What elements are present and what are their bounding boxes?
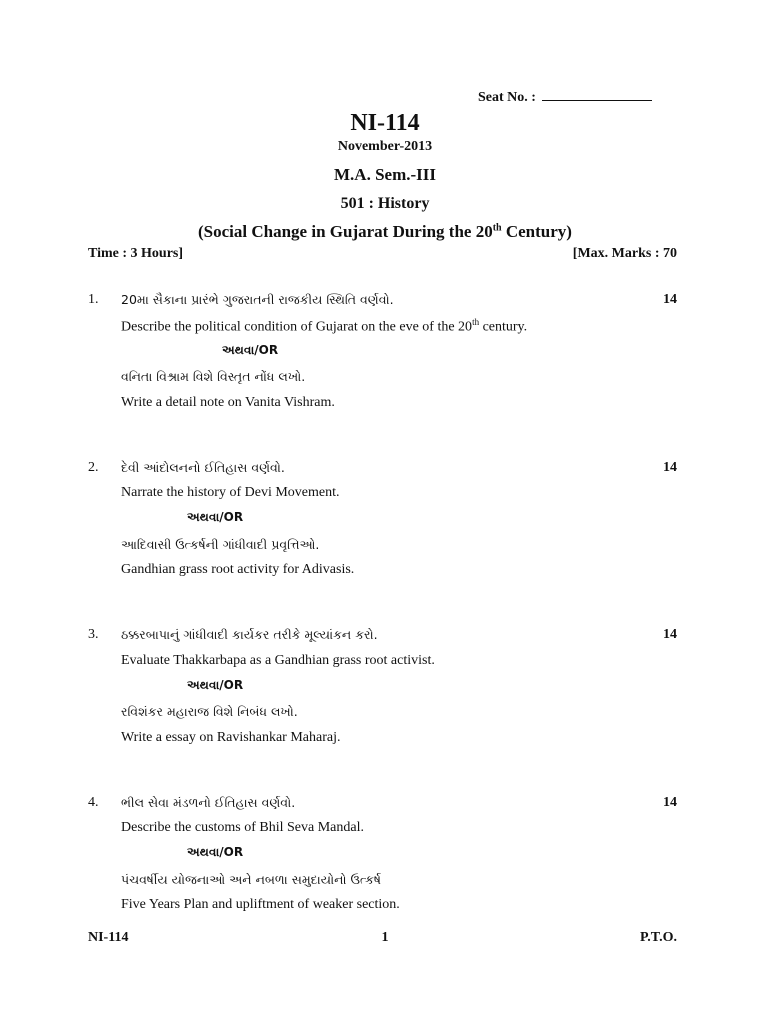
question-gujarati-a: 20મા સૈકાના પ્રારંભે ગુજરાતની રાજકીય સ્થિતિ વર્ણવો. bbox=[121, 292, 394, 307]
or-separator: અથવા/OR bbox=[222, 343, 279, 357]
question-gujarati-b: વનિતા વિશ્રામ વિશે વિસ્તૃત નોંધ લખો. bbox=[121, 369, 306, 384]
question-marks: 14 bbox=[663, 460, 677, 475]
question-gujarati-b: રવિશંકર મહારાજ વિશે નિબંધ લખો. bbox=[121, 704, 298, 719]
time-allowed: Time : 3 Hours] bbox=[88, 246, 184, 261]
question-gujarati-b: આદિવાસી ઉત્કર્ષની ગાંધીવાદી પ્રવૃત્તિઓ. bbox=[121, 537, 320, 552]
question-marks: 14 bbox=[663, 292, 677, 307]
or-separator: અથવા/OR bbox=[187, 510, 244, 524]
question-english-b: Write a detail note on Vanita Vishram. bbox=[121, 395, 335, 410]
question-marks: 14 bbox=[663, 795, 677, 810]
question-english-a: Evaluate Thakkarbapa as a Gandhian grass root activist. bbox=[121, 653, 435, 668]
question-english-a-prefix: Describe the political condition of Gujarat on the eve of the 20 bbox=[121, 319, 473, 335]
question-number: 2. bbox=[88, 460, 99, 475]
seat-number-blank bbox=[542, 88, 652, 101]
seat-number-field bbox=[478, 88, 652, 106]
question-english-a: Describe the customs of Bhil Seva Mandal. bbox=[121, 820, 365, 835]
degree-semester: M.A. Sem.-III bbox=[334, 165, 436, 184]
question-gujarati-a: ભીલ સેવા મંડળનો ઈતિહાસ વર્ણવો. bbox=[121, 795, 296, 810]
question-marks: 14 bbox=[663, 627, 677, 642]
question-number: 3. bbox=[88, 627, 99, 642]
question-number: 1. bbox=[88, 292, 99, 307]
seat-number-label: Seat No. : bbox=[478, 90, 536, 105]
question-english-a-suffix: century. bbox=[479, 319, 528, 335]
question-english-b: Write a essay on Ravishankar Maharaj. bbox=[121, 730, 341, 745]
paper-code-title: NI-114 bbox=[350, 110, 420, 136]
question-english-a: Narrate the history of Devi Movement. bbox=[121, 485, 340, 500]
or-separator: અથવા/OR bbox=[187, 845, 244, 859]
exam-month: November-2013 bbox=[337, 139, 433, 154]
max-marks: [Max. Marks : 70 bbox=[572, 246, 677, 261]
question-english-b: Gandhian grass root activity for Adivasis. bbox=[121, 562, 355, 577]
question-english-b: Five Years Plan and upliftment of weaker section. bbox=[121, 897, 400, 912]
question-english-a bbox=[121, 317, 527, 336]
question-gujarati-a: દેવી આંદોલનનો ઈતિહાસ વર્ણવો. bbox=[121, 460, 285, 475]
question-number: 4. bbox=[88, 795, 99, 810]
subject-suffix: Century) bbox=[501, 222, 572, 241]
paper-name: 501 : History bbox=[340, 195, 430, 212]
question-english-a-sup: th bbox=[472, 317, 480, 327]
subject-sup: th bbox=[492, 222, 502, 234]
or-separator: અથવા/OR bbox=[187, 678, 244, 692]
footer-pto: P.T.O. bbox=[640, 930, 677, 945]
subject-title bbox=[0, 222, 770, 242]
question-gujarati-a: ઠક્કરબાપાનું ગાંધીવાદી કાર્યકર તરીકે મૂલ્યાંકન કરો. bbox=[121, 627, 378, 642]
question-gujarati-b: પંચવર્ષીય યોજનાઓ અને નબળા સમુદાયોનો ઉત્કર્ષ bbox=[121, 872, 381, 887]
subject-prefix: (Social Change in Gujarat During the 20 bbox=[198, 222, 493, 241]
footer-page-number: 1 bbox=[381, 930, 389, 945]
footer-paper-code: NI-114 bbox=[88, 930, 129, 945]
